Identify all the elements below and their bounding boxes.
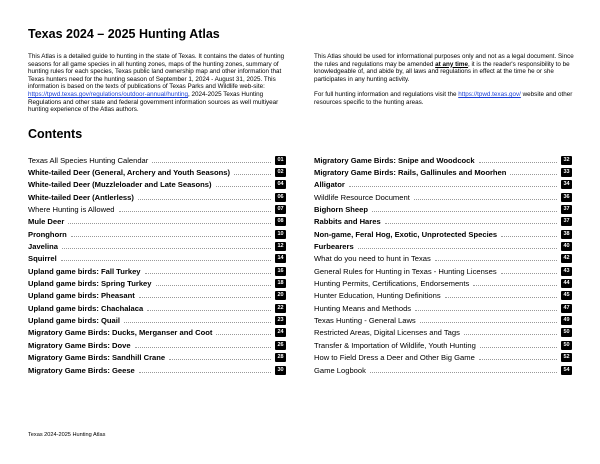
toc-entry[interactable] (28, 154, 286, 166)
dot-leader (420, 322, 557, 323)
toc-entry[interactable] (28, 191, 286, 203)
toc-entry-title: Where Hunting is Allowed (28, 205, 115, 215)
toc-entry[interactable] (28, 364, 286, 376)
dot-leader (501, 236, 557, 237)
intro-paragraph (28, 53, 290, 114)
toc-page-number: 20 (275, 291, 286, 300)
toc-page-number: 36 (561, 193, 572, 202)
toc-page-number: 04 (275, 180, 286, 189)
toc-page-number: 07 (275, 205, 286, 214)
toc-entry-title: White-tailed Deer (Muzzleloader and Late Seasons) (28, 180, 212, 190)
dot-leader (370, 372, 557, 373)
toc-entry-title: White-tailed Deer (General, Archery and Youth Seasons) (28, 168, 230, 178)
resources-paragraph (314, 91, 576, 106)
disclaimer-paragraph (314, 53, 576, 83)
toc-entry[interactable] (314, 216, 572, 228)
toc-right-column (314, 154, 572, 376)
intro-text: This Atlas is a detailed guide to hunting in the state of Texas. It contains the dates of hunting seasons for all game species in all hunting zones, maps of the hunting zones, summary of hunting rules for each species, Texas public land ownership map and other information that Texas hunters need for the hunting season of September 1, 2024 - August 31, 2025. This information is based on the texts of publications of Texas Parks and Wildlife web-site: (28, 53, 285, 91)
toc-entry-title: Pronghorn (28, 229, 67, 239)
tpwd-link[interactable]: https://tpwd.texas.gov/ (458, 90, 521, 98)
toc-entry[interactable] (28, 302, 286, 314)
toc-entry[interactable] (314, 290, 572, 302)
toc-page-number: 18 (275, 279, 286, 288)
toc-entry-title: Migratory Game Birds: Snipe and Woodcock (314, 155, 475, 165)
intro-left (28, 53, 290, 114)
disclaimer-text: This Atlas should be used for informational purposes only and not as a legal document. Since the rules and regulations may be amended (314, 53, 574, 68)
tpwd-hunting-link[interactable]: https://tpwd.texas.gov/regulations/outdoor-annual/hunting (28, 90, 188, 98)
toc-entry[interactable] (28, 166, 286, 178)
toc-entry-title: Transfer & Importation of Wildlife, Youth Hunting (314, 340, 476, 350)
dot-leader (414, 199, 557, 200)
toc-page-number: 54 (561, 366, 572, 375)
toc-entry[interactable] (28, 327, 286, 339)
toc-entry[interactable] (314, 228, 572, 240)
toc-entry[interactable] (314, 166, 572, 178)
toc-entry[interactable] (28, 339, 286, 351)
emphasis-text: at any time (435, 60, 469, 68)
toc-entry[interactable] (314, 191, 572, 203)
toc-entry-title: Furbearers (314, 242, 354, 252)
toc-entry-title: Game Logbook (314, 365, 366, 375)
toc-entry[interactable] (314, 364, 572, 376)
toc-page-number: 23 (275, 316, 286, 325)
dot-leader (473, 285, 557, 286)
toc-entry-title: Hunter Education, Hunting Definitions (314, 291, 441, 301)
toc-entry-title: Javelina (28, 242, 58, 252)
toc-page-number: 50 (561, 341, 572, 350)
toc-entry-title: Squirrel (28, 254, 57, 264)
dot-leader (372, 211, 557, 212)
dot-leader (385, 223, 557, 224)
toc-page-number: 50 (561, 328, 572, 337)
dot-leader (138, 199, 271, 200)
toc-entry-title: Mule Deer (28, 217, 65, 227)
toc-entry-title: White-tailed Deer (Antlerless) (28, 192, 134, 202)
toc-entry-title: General Rules for Hunting in Texas - Hunting Licenses (314, 266, 497, 276)
toc-page-number: 08 (275, 217, 286, 226)
intro-text: , 2024-2025 Texas Hunting Regulations and other state and federal government information sources as well multiyear hunting experience of the Atlas authors. (28, 90, 279, 114)
dot-leader (480, 347, 557, 348)
toc-entry[interactable] (314, 203, 572, 215)
toc-entry[interactable] (28, 265, 286, 277)
dot-leader (139, 372, 271, 373)
toc-page-number: 12 (275, 242, 286, 251)
intro-right (314, 53, 576, 106)
dot-leader (62, 248, 271, 249)
toc-entry[interactable] (314, 352, 572, 364)
toc-entry[interactable] (314, 253, 572, 265)
resources-text: website and other resources specific to the hunting areas. (314, 90, 573, 106)
toc-entry-title: What do you need to hunt in Texas (314, 254, 431, 264)
toc-entry[interactable] (314, 302, 572, 314)
toc-entry[interactable] (28, 228, 286, 240)
toc-entry[interactable] (28, 240, 286, 252)
toc-entry[interactable] (314, 154, 572, 166)
toc-entry-title: Migratory Game Birds: Ducks, Merganser and Coot (28, 328, 213, 338)
toc-page-number: 34 (561, 180, 572, 189)
dot-leader (479, 359, 557, 360)
dot-leader (234, 174, 271, 175)
toc-page-number: 33 (561, 168, 572, 177)
toc-page-number: 16 (275, 267, 286, 276)
toc-entry[interactable] (28, 277, 286, 289)
toc-page-number: 01 (275, 156, 286, 165)
dot-leader (479, 162, 557, 163)
toc-page-number: 44 (561, 279, 572, 288)
dot-leader (71, 236, 271, 237)
toc-page-number: 32 (561, 156, 572, 165)
toc-page-number: 26 (275, 341, 286, 350)
toc-page-number: 06 (275, 193, 286, 202)
toc-page-number: 28 (275, 353, 286, 362)
dot-leader (145, 273, 271, 274)
toc-entry[interactable] (314, 277, 572, 289)
toc-entry-title: Hunting Means and Methods (314, 303, 412, 313)
toc-page-number: 45 (561, 291, 572, 300)
resources-text: For full hunting information and regulations visit the (314, 90, 459, 98)
toc-entry-title: Wildlife Resource Document (314, 192, 410, 202)
dot-leader (216, 334, 271, 335)
dot-leader (415, 310, 557, 311)
toc-page-number: 37 (561, 217, 572, 226)
toc-entry[interactable] (28, 314, 286, 326)
toc-entry[interactable] (314, 314, 572, 326)
toc-page-number: 42 (561, 254, 572, 263)
toc-page-number: 47 (561, 304, 572, 313)
toc-entry[interactable] (28, 216, 286, 228)
dot-leader (139, 297, 271, 298)
toc-entry[interactable] (314, 327, 572, 339)
dot-leader (216, 186, 271, 187)
toc-entry-title: Migratory Game Birds: Rails, Gallinules and Moorhen (314, 168, 507, 178)
toc-page-number: 14 (275, 254, 286, 263)
toc-page-number: 40 (561, 242, 572, 251)
toc-page-number: 37 (561, 205, 572, 214)
toc-page-number: 10 (275, 230, 286, 239)
toc-entry-title: How to Field Dress a Deer and Other Big Game (314, 353, 475, 363)
toc-entry-title: Upland game birds: Quail (28, 316, 120, 326)
toc-entry[interactable] (314, 240, 572, 252)
toc-entry-title: Upland game birds: Spring Turkey (28, 279, 152, 289)
toc-entry-title: Upland game birds: Chachalaca (28, 303, 144, 313)
toc-entry-title: Bighorn Sheep (314, 205, 369, 215)
toc-page-number: 02 (275, 168, 286, 177)
dot-leader (435, 260, 557, 261)
toc-entry-title: Hunting Permits, Certifications, Endorsements (314, 279, 470, 289)
toc-entry[interactable] (28, 352, 286, 364)
dot-leader (156, 285, 272, 286)
toc-entry-title: Non-game, Feral Hog, Exotic, Unprotected Species (314, 229, 498, 239)
dot-leader (501, 273, 557, 274)
dot-leader (61, 260, 271, 261)
toc-entry-title: Migratory Game Birds: Dove (28, 340, 131, 350)
toc-entry[interactable] (28, 203, 286, 215)
toc-left-column (28, 154, 286, 376)
toc-entry-title: Migratory Game Birds: Sandhill Crane (28, 353, 166, 363)
dot-leader (510, 174, 557, 175)
disclaimer-text: , it is the reader's responsibility to be knowledgeable of, and abide by, all laws and regulations in effect at the time he or she participates in any hunting activity. (314, 60, 570, 83)
toc-page-number: 43 (561, 267, 572, 276)
dot-leader (147, 310, 271, 311)
toc-entry[interactable] (28, 253, 286, 265)
toc-entry-title: Texas Hunting - General Laws (314, 316, 416, 326)
dot-leader (68, 223, 271, 224)
toc-entry-title: Alligator (314, 180, 345, 190)
toc-page-number: 22 (275, 304, 286, 313)
toc-page-number: 52 (561, 353, 572, 362)
page-footer: Texas 2024-2025 Hunting Atlas (28, 432, 106, 438)
toc-entry-title: Rabbits and Hares (314, 217, 381, 227)
toc-entry-title: Migratory Game Birds: Geese (28, 365, 135, 375)
toc-page-number: 24 (275, 328, 286, 337)
dot-leader (152, 162, 271, 163)
toc-page-number: 49 (561, 316, 572, 325)
page-title: Texas 2024 – 2025 Hunting Atlas (28, 27, 220, 41)
toc-entry[interactable] (314, 265, 572, 277)
toc-page-number: 38 (561, 230, 572, 239)
dot-leader (119, 211, 271, 212)
dot-leader (464, 334, 557, 335)
toc-entry[interactable] (28, 290, 286, 302)
toc-entry[interactable] (28, 179, 286, 191)
toc-entry-title: Restricted Areas, Digital Licenses and Tags (314, 328, 460, 338)
dot-leader (124, 322, 271, 323)
dot-leader (169, 359, 271, 360)
toc-entry-title: Upland game birds: Pheasant (28, 291, 135, 301)
dot-leader (135, 347, 271, 348)
toc-entry[interactable] (314, 179, 572, 191)
toc-entry-title: Upland game birds: Fall Turkey (28, 266, 141, 276)
contents-heading: Contents (28, 127, 83, 141)
toc-page-number: 30 (275, 366, 286, 375)
toc-entry-title: Texas All Species Hunting Calendar (28, 155, 149, 165)
dot-leader (445, 297, 557, 298)
toc-entry[interactable] (314, 339, 572, 351)
dot-leader (358, 248, 557, 249)
dot-leader (349, 186, 557, 187)
